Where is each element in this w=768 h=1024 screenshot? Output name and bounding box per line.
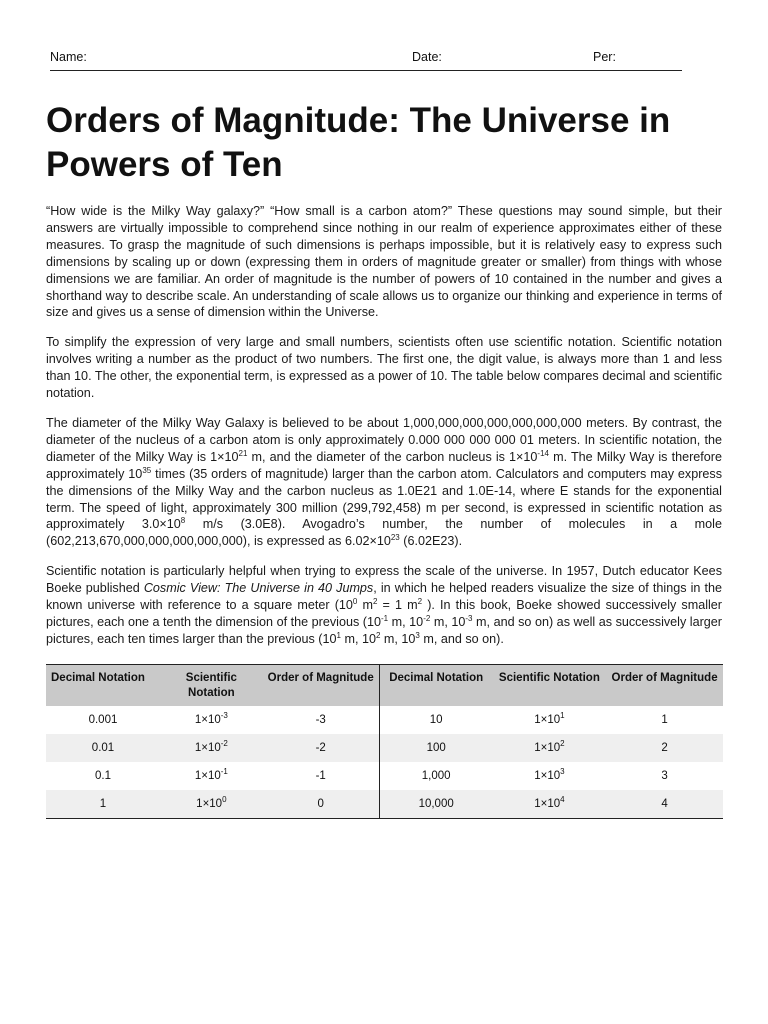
header-order-of-magnitude: Order of Magnitude [263, 664, 379, 706]
decimal-cell: 1,000 [379, 762, 492, 790]
decimal-cell: 10,000 [379, 790, 492, 819]
paragraph-cosmic-view: Scientific notation is particularly helpful when trying to express the scale of the universe. In 1957, Dutch educator Kees Boeke published Cosmic View: The Universe in 40 Jumps, in which he helped readers visualize the size of things in the known universe with reference to a square meter ($10^0$ $m^2 = 1$ $m^2$ ). In this book, Boeke showed successively smaller pictures, each one a tenth the dimension of the previous ($10^{-1}$ m, $10^{-2}$ m, $10^{-3}$ m, and so on) as well as successively larger pictures, each ten times larger than the previous ($10^1$ m, $10^2$ m, $10^3$ m, and so on). [46, 564, 722, 646]
scientific-cell: $1\times 10^0$ [160, 790, 263, 819]
scientific-cell: $1\times 10^4$ [493, 790, 606, 819]
magnitude-cell: -3 [315, 713, 326, 726]
notation-comparison-table [46, 664, 723, 819]
student-info-header [50, 48, 682, 71]
book-title: Cosmic View: The Universe in 40 Jumps [143, 581, 374, 596]
name-label: Name: [50, 50, 87, 64]
scientific-cell: $1\times 10^1$ [534, 710, 565, 726]
table-row [46, 734, 723, 762]
scientific-cell: $1\times 10^{-2}$ [160, 734, 263, 762]
header-scientific-notation-2: Scientific Notation [493, 664, 606, 706]
scientific-cell: $1\times 10^{-3}$ [194, 710, 228, 726]
decimal-cell: 0.01 [46, 734, 160, 762]
decimal-cell: 10 [379, 706, 492, 734]
decimal-cell: 0.1 [94, 769, 111, 782]
magnitude-cell: -1 [315, 769, 326, 782]
scientific-cell: $1\times 10^2$ [493, 734, 606, 762]
scientific-cell: $1\times 10^{-1}$ [194, 766, 228, 782]
paragraph-intro: “How wide is the Milky Way galaxy?” “How small is a carbon atom?” These questions may sound simple, but their answers are virtually impossible to comprehend since nothing in our realm of experience approximates either of these measures. To grasp the magnitude of such dimensions is perhaps impossible, but it is relatively easy to express such dimensions by scaling up or down (expressing them in orders of magnitude greater or smaller) from things with whose dimensions we are familiar. An order of magnitude is the number of powers of 10 contained in the number and gives a shorthand way to describe scale. An understanding of scale allows us to organize our thinking and experience in terms of size and gives us a sense of dimension within the Universe. [46, 204, 722, 320]
decimal-cell: 1 [46, 790, 160, 819]
page-title: Orders of Magnitude: The Universe in Powers of Ten [46, 101, 671, 184]
header-order-of-magnitude-2: Order of Magnitude [606, 664, 723, 706]
scientific-cell: $1\times 10^3$ [534, 766, 565, 782]
magnitude-cell: -2 [263, 734, 379, 762]
date-label: Date: [412, 50, 442, 64]
decimal-cell: 100 [379, 734, 492, 762]
table-row [46, 762, 723, 790]
magnitude-cell: 1 [661, 713, 668, 726]
magnitude-cell: 4 [606, 790, 723, 819]
table-header-row [46, 664, 723, 706]
magnitude-cell: 2 [606, 734, 723, 762]
paragraph-scientific-notation: To simplify the expression of very large and small numbers, scientists often use scientific notation. Scientific notation involves writing a number as the product of two numbers. The first one, the digit value, is always more than 1 and less than 10. The other, the exponential term, is expressed as a power of 10. The table below compares decimal and scientific notation. [46, 335, 722, 401]
header-decimal-notation: Decimal Notation [46, 664, 160, 706]
header-scientific-notation: Scientific Notation [160, 664, 263, 706]
magnitude-cell: 3 [661, 769, 668, 782]
paragraph-milky-way: The diameter of the Milky Way Galaxy is believed to be about 1,000,000,000,000,000,000,000 meters. By contrast, the diameter of the nucleus of a carbon atom is only approximately 0.000 000 000 000 01 meters. In scientific notation, the diameter of the Milky Way is $1\times 10^{21}$ m, and the diameter of the carbon nucleus is $1\times 10^{-14}$ m. The Milky Way is therefore approximately $10^{35}$ times (35 orders of magnitude) larger than the carbon atom. Calculators and computers may express the dimensions of the Milky Way and the carbon nucleus as 1.0E21 and 1.0E-14, where E stands for the exponential term. The speed of light, approximately 300 million (299,792,458) m per second, is expressed in scientific notation as approximately $3.0\times 10^8$ m/s (3.0E8). Avogadro’s number, the number of molecules in a mole (602,213,670,000,000,000,000,000), is expressed as $6.02\times 10^{23}$ (6.02E23). [46, 415, 723, 549]
table-row [46, 706, 723, 734]
decimal-cell: 0.001 [88, 713, 118, 726]
table-row [46, 790, 723, 819]
header-decimal-notation-2: Decimal Notation [379, 664, 492, 706]
magnitude-cell: 0 [263, 790, 379, 819]
period-label: Per: [593, 50, 616, 64]
